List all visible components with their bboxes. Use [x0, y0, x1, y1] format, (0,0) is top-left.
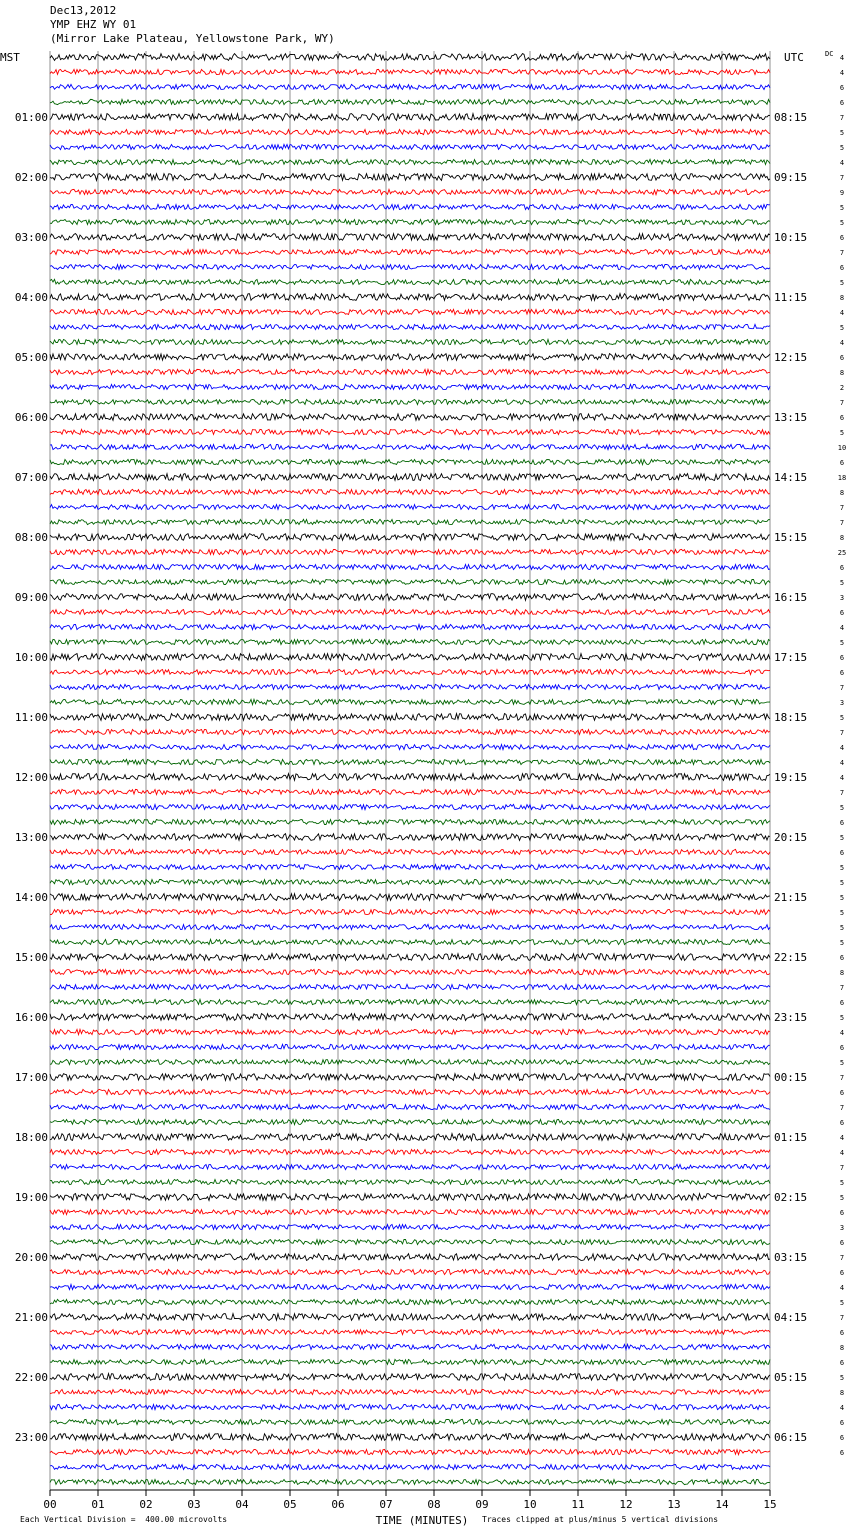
seismic-trace: [50, 759, 770, 764]
dc-offset-value: 7: [839, 1104, 845, 1112]
x-tick-label: 12: [619, 1498, 633, 1511]
mst-hour-label: 02:00: [14, 171, 48, 184]
dc-offset-value: 5: [839, 324, 845, 332]
seismic-trace: [50, 864, 770, 869]
seismic-trace: [50, 1389, 770, 1394]
dc-offset-value: 5: [839, 1179, 845, 1187]
x-tick-label: 01: [91, 1498, 105, 1511]
mst-hour-label: 10:00: [14, 651, 48, 664]
dc-offset-value: 7: [839, 1314, 845, 1322]
dc-offset-value: 6: [839, 669, 845, 677]
seismic-trace: [50, 144, 770, 149]
dc-offset-value: 6: [839, 1089, 845, 1097]
dc-offset-value: 5: [839, 834, 845, 842]
dc-offset-value: 8: [839, 969, 845, 977]
dc-offset-value: 6: [839, 849, 845, 857]
mst-hour-label: 17:00: [14, 1071, 48, 1084]
mst-hour-label: 12:00: [14, 771, 48, 784]
seismic-trace: [50, 984, 770, 989]
seismic-trace: [50, 309, 770, 314]
dc-offset-value: 6: [839, 819, 845, 827]
x-tick-label: 03: [187, 1498, 201, 1511]
dc-offset-value: 4: [839, 624, 845, 632]
dc-offset-value: 4: [839, 759, 845, 767]
utc-hour-label: 19:15: [774, 771, 808, 784]
seismic-trace: [50, 804, 770, 809]
plot-date: Dec13,2012: [50, 4, 117, 17]
dc-offset-value: 7: [839, 399, 845, 407]
dc-offset-value: 5: [839, 879, 845, 887]
dc-offset-value: 7: [839, 1074, 845, 1082]
mst-hour-label: 06:00: [14, 411, 48, 424]
dc-offset-value: 4: [839, 1149, 845, 1157]
utc-hour-label: 23:15: [774, 1011, 808, 1024]
dc-offset-value: 6: [839, 99, 845, 107]
mst-hour-label: 18:00: [14, 1131, 48, 1144]
dc-offset-value: 6: [839, 1119, 845, 1127]
seismic-trace: [50, 159, 770, 164]
vertical-scale-note: Each Vertical Division = 400.00 microvolts: [20, 1515, 228, 1524]
mst-hour-label: 20:00: [14, 1251, 48, 1264]
x-tick-label: 14: [715, 1498, 729, 1511]
mst-hour-label: 16:00: [14, 1011, 48, 1024]
dc-offset-value: 18: [837, 474, 847, 482]
dc-offset-value: 3: [839, 1224, 845, 1232]
seismic-trace: [50, 1449, 770, 1454]
seismic-trace: [50, 114, 770, 121]
dc-offset-value: 7: [839, 504, 845, 512]
utc-hour-label: 16:15: [774, 591, 808, 604]
dc-offset-value: 8: [839, 1344, 845, 1352]
seismic-trace: [50, 1314, 770, 1321]
seismic-trace: [50, 669, 770, 674]
seismic-trace: [50, 1479, 770, 1484]
utc-hour-label: 15:15: [774, 531, 808, 544]
dc-offset-value: 5: [839, 129, 845, 137]
seismic-trace: [50, 1164, 770, 1169]
utc-hour-label: 08:15: [774, 111, 808, 124]
dc-offset-value: 8: [839, 534, 845, 542]
seismic-trace: [50, 954, 770, 961]
dc-offset-value: 3: [839, 594, 845, 602]
seismic-trace: [50, 1434, 770, 1441]
dc-offset-value: 6: [839, 564, 845, 572]
seismic-trace: [50, 1029, 770, 1034]
dc-offset-value: 5: [839, 144, 845, 152]
seismic-trace: [50, 744, 770, 749]
seismic-trace: [50, 849, 770, 854]
seismic-trace: [50, 474, 770, 481]
seismic-trace: [50, 99, 770, 104]
seismic-trace: [50, 1119, 770, 1124]
x-tick-label: 05: [283, 1498, 297, 1511]
x-tick-label: 10: [523, 1498, 537, 1511]
dc-offset-value: 7: [839, 249, 845, 257]
seismic-trace: [50, 1464, 770, 1469]
dc-offset-value: 6: [839, 84, 845, 92]
dc-offset-value: 5: [839, 204, 845, 212]
mst-hour-label: 11:00: [14, 711, 48, 724]
dc-offset-value: 5: [839, 1059, 845, 1067]
dc-offset-value: 10: [837, 444, 847, 452]
seismic-trace: [50, 204, 770, 209]
dc-offset-value: 6: [839, 1359, 845, 1367]
utc-hour-label: 14:15: [774, 471, 808, 484]
seismic-trace: [50, 564, 770, 569]
dc-offset-value: 7: [839, 114, 845, 122]
seismic-trace: [50, 699, 770, 704]
station-location: (Mirror Lake Plateau, Yellowstone Park, WY): [50, 32, 335, 45]
dc-offset-value: 5: [839, 1014, 845, 1022]
seismic-trace: [50, 1299, 770, 1304]
seismic-trace: [50, 549, 770, 554]
seismic-trace: [50, 594, 770, 601]
x-tick-label: 15: [763, 1498, 777, 1511]
seismic-trace: [50, 999, 770, 1004]
seismic-trace: [50, 505, 770, 510]
seismic-trace: [50, 1374, 770, 1381]
dc-offset-value: 4: [839, 1404, 845, 1412]
utc-hour-label: 01:15: [774, 1131, 808, 1144]
seismic-trace: [50, 894, 770, 901]
dc-offset-value: 6: [839, 1044, 845, 1052]
dc-offset-value: 8: [839, 369, 845, 377]
mst-hour-label: 09:00: [14, 591, 48, 604]
utc-hour-label: 17:15: [774, 651, 808, 664]
seismic-trace: [50, 429, 770, 434]
dc-offset-value: 25: [837, 549, 847, 557]
dc-offset-value: 5: [839, 1194, 845, 1202]
mst-hour-label: 23:00: [14, 1431, 48, 1444]
seismic-trace: [50, 1044, 770, 1049]
seismic-trace: [50, 1179, 770, 1184]
dc-offset-value: 4: [839, 744, 845, 752]
seismic-trace: [50, 219, 770, 224]
dc-offset-value: 4: [839, 69, 845, 77]
utc-hour-label: 00:15: [774, 1071, 808, 1084]
dc-offset-value: 4: [839, 1284, 845, 1292]
x-tick-label: 11: [571, 1498, 585, 1511]
utc-hour-label: 04:15: [774, 1311, 808, 1324]
dc-offset-value: 3: [839, 699, 845, 707]
dc-offset-value: 4: [839, 159, 845, 167]
utc-hour-label: 03:15: [774, 1251, 808, 1264]
dc-offset-value: 9: [839, 189, 845, 197]
x-tick-label: 00: [43, 1498, 57, 1511]
seismic-trace: [50, 189, 770, 194]
mst-hour-label: 03:00: [14, 231, 48, 244]
seismic-trace: [50, 444, 770, 449]
seismic-trace: [50, 684, 770, 689]
dc-offset-value: 5: [839, 894, 845, 902]
x-tick-label: 02: [139, 1498, 153, 1511]
dc-offset-value: 6: [839, 1419, 845, 1427]
utc-hour-label: 13:15: [774, 411, 808, 424]
dc-offset-value: 6: [839, 459, 845, 467]
seismic-trace: [50, 624, 770, 629]
seismic-trace: [50, 1254, 770, 1261]
seismic-trace: [50, 834, 770, 841]
seismic-trace: [50, 1149, 770, 1154]
seismic-trace: [50, 774, 770, 781]
dc-offset-value: 6: [839, 1269, 845, 1277]
seismic-trace: [50, 234, 770, 241]
seismic-trace: [50, 1239, 770, 1244]
seismic-trace: [50, 879, 770, 884]
mst-hour-label: 19:00: [14, 1191, 48, 1204]
mst-hour-label: 05:00: [14, 351, 48, 364]
dc-offset-value: 5: [839, 1299, 845, 1307]
seismic-trace: [50, 54, 770, 61]
utc-hour-label: 10:15: [774, 231, 808, 244]
utc-hour-label: 21:15: [774, 891, 808, 904]
seismic-trace: [50, 939, 770, 944]
dc-offset-value: 5: [839, 714, 845, 722]
seismic-trace: [50, 909, 770, 914]
dc-offset-value: 7: [839, 519, 845, 527]
utc-hour-label: 11:15: [774, 291, 808, 304]
utc-hour-label: 05:15: [774, 1371, 808, 1384]
seismic-trace: [50, 414, 770, 421]
dc-offset-value: 6: [839, 609, 845, 617]
seismic-trace: [50, 654, 770, 661]
dc-offset-value: 5: [839, 939, 845, 947]
mst-hour-label: 22:00: [14, 1371, 48, 1384]
dc-offset-value: 6: [839, 954, 845, 962]
seismic-trace: [50, 354, 770, 361]
seismic-trace: [50, 534, 770, 541]
dc-offset-value: 6: [839, 1209, 845, 1217]
utc-hour-label: 06:15: [774, 1431, 808, 1444]
seismic-trace: [50, 369, 770, 374]
x-tick-label: 09: [475, 1498, 489, 1511]
seismic-trace: [50, 384, 770, 389]
x-axis-title: TIME (MINUTES): [375, 1514, 469, 1527]
dc-offset-value: 8: [839, 294, 845, 302]
dc-offset-value: 8: [839, 1389, 845, 1397]
dc-offset-value: 5: [839, 804, 845, 812]
mst-hour-label: 01:00: [14, 111, 48, 124]
x-tick-label: 06: [331, 1498, 345, 1511]
mst-hour-label: 08:00: [14, 531, 48, 544]
mst-hour-label: 04:00: [14, 291, 48, 304]
dc-offset-value: 4: [839, 1029, 845, 1037]
left-axis-label: MST: [0, 51, 20, 64]
seismic-trace: [50, 339, 770, 344]
dc-offset-value: 7: [839, 1254, 845, 1262]
mst-hour-label: 07:00: [14, 471, 48, 484]
dc-offset-value: 4: [839, 1134, 845, 1142]
dc-offset-value: 6: [839, 654, 845, 662]
x-tick-label: 08: [427, 1498, 441, 1511]
mst-hour-label: 21:00: [14, 1311, 48, 1324]
utc-hour-label: 09:15: [774, 171, 808, 184]
x-tick-label: 07: [379, 1498, 393, 1511]
seismic-trace: [50, 1404, 770, 1409]
seismic-trace: [50, 1059, 770, 1064]
right-axis-label: UTC: [784, 51, 804, 64]
dc-offset-value: 4: [839, 339, 845, 347]
dc-offset-value: 2: [839, 384, 845, 392]
mst-hour-label: 14:00: [14, 891, 48, 904]
seismic-trace: [50, 129, 770, 134]
dc-offset-value: 5: [839, 219, 845, 227]
clipping-note: Traces clipped at plus/minus 5 vertical divisions: [482, 1515, 719, 1524]
seismic-trace: [50, 519, 770, 524]
seismic-trace: [50, 265, 770, 270]
seismic-trace: [50, 1194, 770, 1201]
seismic-trace: [50, 489, 770, 494]
seismic-trace: [50, 1284, 770, 1289]
dc-offset-value: 5: [839, 579, 845, 587]
seismic-trace: [50, 969, 770, 974]
dc-axis-label: DC: [825, 50, 834, 58]
dc-offset-value: 5: [839, 864, 845, 872]
seismic-trace: [50, 1134, 770, 1141]
seismic-trace: [50, 399, 770, 404]
dc-offset-value: 5: [839, 639, 845, 647]
dc-offset-value: 6: [839, 234, 845, 242]
seismic-trace: [50, 1269, 770, 1274]
x-tick-label: 13: [667, 1498, 681, 1511]
seismic-trace: [50, 294, 770, 301]
dc-offset-value: 7: [839, 684, 845, 692]
dc-offset-value: 4: [839, 309, 845, 317]
seismic-trace: [50, 1014, 770, 1021]
dc-offset-value: 7: [839, 1164, 845, 1172]
seismic-trace: [50, 579, 770, 584]
seismic-trace: [50, 714, 770, 721]
dc-offset-value: 8: [839, 489, 845, 497]
seismic-trace: [50, 1344, 770, 1349]
dc-offset-value: 6: [839, 1239, 845, 1247]
utc-hour-label: 12:15: [774, 351, 808, 364]
utc-hour-label: 18:15: [774, 711, 808, 724]
dc-offset-value: 5: [839, 279, 845, 287]
dc-offset-value: 6: [839, 264, 845, 272]
station-code: YMP EHZ WY 01: [50, 18, 137, 31]
dc-offset-value: 7: [839, 729, 845, 737]
dc-offset-value: 6: [839, 1434, 845, 1442]
seismic-trace: [50, 279, 770, 284]
dc-offset-value: 7: [839, 174, 845, 182]
dc-offset-value: 6: [839, 414, 845, 422]
dc-offset-value: 4: [839, 54, 845, 62]
mst-hour-label: 15:00: [14, 951, 48, 964]
dc-offset-value: 5: [839, 909, 845, 917]
seismic-trace: [50, 819, 770, 824]
dc-offset-value: 5: [839, 429, 845, 437]
dc-offset-value: 5: [839, 924, 845, 932]
dc-offset-value: 6: [839, 1329, 845, 1337]
seismic-trace: [50, 459, 770, 464]
seismic-trace: [50, 174, 770, 181]
x-tick-label: 04: [235, 1498, 249, 1511]
seismic-trace: [50, 1419, 770, 1424]
dc-offset-value: 6: [839, 1449, 845, 1457]
mst-hour-label: 13:00: [14, 831, 48, 844]
seismic-trace: [50, 1074, 770, 1081]
dc-offset-value: 6: [839, 354, 845, 362]
seismic-trace: [50, 1224, 770, 1229]
seismic-trace: [50, 789, 770, 794]
seismic-trace: [50, 84, 770, 89]
seismic-trace: [50, 1359, 770, 1364]
seismic-trace: [50, 924, 770, 929]
seismic-trace: [50, 1329, 770, 1334]
seismic-trace: [50, 324, 770, 329]
seismic-trace: [50, 609, 770, 614]
dc-offset-value: 6: [839, 999, 845, 1007]
seismic-trace: [50, 1104, 770, 1109]
utc-hour-label: 20:15: [774, 831, 808, 844]
dc-offset-value: 7: [839, 984, 845, 992]
seismic-trace: [50, 639, 770, 644]
seismic-trace: [50, 1209, 770, 1214]
dc-offset-value: 5: [839, 1374, 845, 1382]
seismic-trace: [50, 249, 770, 254]
dc-offset-value: 7: [839, 789, 845, 797]
seismic-trace: [50, 1089, 770, 1094]
utc-hour-label: 22:15: [774, 951, 808, 964]
seismic-trace: [50, 69, 770, 74]
dc-offset-value: 4: [839, 774, 845, 782]
seismic-trace: [50, 729, 770, 734]
utc-hour-label: 02:15: [774, 1191, 808, 1204]
